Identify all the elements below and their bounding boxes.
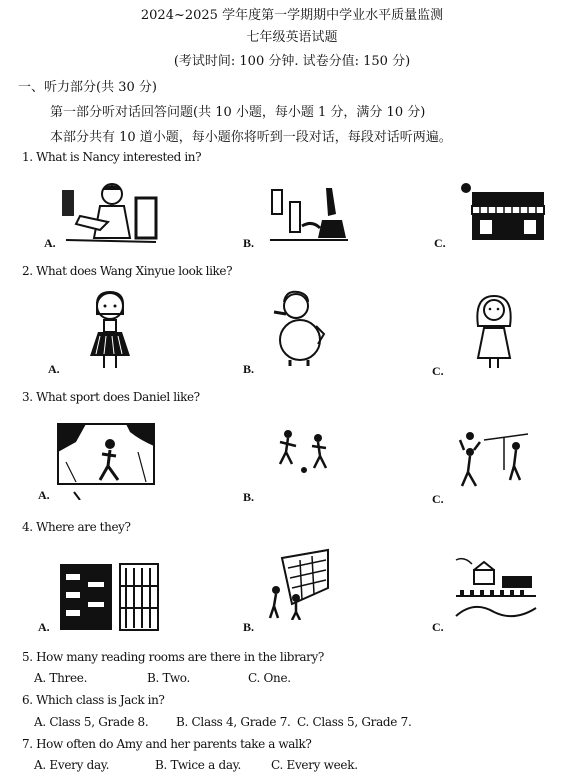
question-1: 1. What is Nancy interested in? xyxy=(22,150,202,164)
long-hair-girl-icon xyxy=(470,292,518,370)
option-b: B. Two. xyxy=(147,671,191,685)
option-label-c: C. xyxy=(432,364,444,378)
running-icon xyxy=(56,422,156,500)
option-a: A. Three. xyxy=(34,671,88,685)
option-label-b: B. xyxy=(243,362,255,376)
bookstore-icon xyxy=(262,548,332,620)
option-label-b: B. xyxy=(243,490,255,504)
part1-instruction: 本部分共有 10 道小题，每小题你将听到一段对话，每段对话听两遍。 xyxy=(50,130,452,145)
option-a: A. Class 5, Grade 8. xyxy=(34,715,149,729)
lab-microscope-icon xyxy=(266,180,350,244)
option-label-c: C. xyxy=(432,492,444,506)
piano-icon xyxy=(452,180,548,244)
volleyball-icon xyxy=(458,430,530,498)
option-a: A. Every day. xyxy=(34,758,110,772)
question-4: 4. Where are they? xyxy=(22,520,131,534)
question-3: 3. What sport does Daniel like? xyxy=(22,390,200,404)
option-b: B. Twice a day. xyxy=(155,758,242,772)
option-b: B. Class 4, Grade 7. xyxy=(176,715,291,729)
option-label-b: B. xyxy=(243,236,255,250)
option-c: C. Class 5, Grade 7. xyxy=(297,715,412,729)
option-label-c: C. xyxy=(432,620,444,634)
option-label-a: A. xyxy=(38,488,50,502)
option-c: C. Every week. xyxy=(271,758,358,772)
boy-reading-at-desk-icon xyxy=(60,180,160,248)
option-label-b: B. xyxy=(243,620,255,634)
chubby-boy-icon xyxy=(272,290,328,366)
library-shelves-icon xyxy=(58,562,160,632)
option-label-a: A. xyxy=(44,236,56,250)
park-river-icon xyxy=(454,556,538,626)
question-6: 6. Which class is Jack in? xyxy=(22,693,165,707)
option-c: C. One. xyxy=(248,671,291,685)
part1-heading: 第一部分听对话回答问题(共 10 小题，每小题 1 分，满分 10 分) xyxy=(50,105,426,120)
exam-subtitle: 七年级英语试题 xyxy=(246,30,338,45)
section-heading: 一、听力部分(共 30 分) xyxy=(18,80,157,95)
short-hair-girl-icon xyxy=(86,290,134,370)
question-5: 5. How many reading rooms are there in the library? xyxy=(22,650,324,664)
option-label-a: A. xyxy=(38,620,50,634)
exam-info: (考试时间: 100 分钟. 试卷分值: 150 分) xyxy=(173,54,411,69)
question-2: 2. What does Wang Xinyue look like? xyxy=(22,264,233,278)
exam-title: 2024~2025 学年度第一学期期中学业水平质量监测 xyxy=(140,8,444,23)
question-7: 7. How often do Amy and her parents take a walk? xyxy=(22,737,312,751)
soccer-players-icon xyxy=(270,428,336,476)
option-label-c: C. xyxy=(434,236,446,250)
option-label-a: A. xyxy=(48,362,60,376)
